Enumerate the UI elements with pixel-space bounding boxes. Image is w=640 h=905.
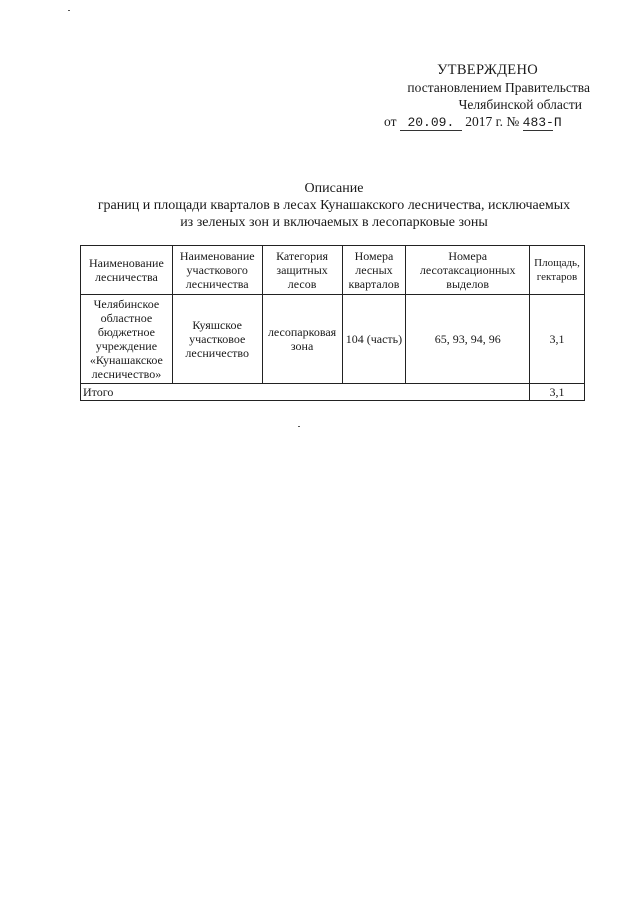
- from-label: от: [384, 114, 397, 129]
- scan-speck: [68, 10, 70, 11]
- cell-category: лесопарковая зона: [262, 295, 342, 384]
- table-total-row: [81, 384, 585, 401]
- table-header-row: [81, 246, 585, 295]
- approval-line-2: Челябинской области: [458, 97, 582, 112]
- heading-line-1: границ и площади кварталов в лесах Кунашакского лесничества, исключаемых: [97, 198, 571, 213]
- header-area: Площадь, гектаров: [530, 246, 585, 295]
- approval-number: 483-П: [522, 115, 562, 130]
- scan-speck: [298, 426, 300, 427]
- approval-line-1: постановлением Правительства: [407, 80, 590, 95]
- approval-title: УТВЕРЖДЕНО: [437, 62, 538, 78]
- cell-area: 3,1: [530, 295, 585, 384]
- header-district: Наименование участкового лесничества: [172, 246, 262, 295]
- header-category: Категория защитных лесов: [262, 246, 342, 295]
- cell-quarter: 104 (часть): [342, 295, 406, 384]
- table-row: [81, 295, 585, 384]
- header-forestry: Наименование лесничества: [81, 246, 173, 295]
- header-quarters: Номера лесных кварталов: [342, 246, 406, 295]
- forest-quarters-table: [80, 245, 585, 401]
- cell-allotments: 65, 93, 94, 96: [406, 295, 530, 384]
- heading-title: Описание: [304, 181, 364, 196]
- total-label: Итого: [81, 384, 530, 401]
- document-heading: [60, 180, 608, 231]
- approval-stamp: [370, 62, 590, 131]
- cell-district: Куяшское участковое лесничество: [172, 295, 262, 384]
- year-label: 2017 г. №: [465, 114, 520, 129]
- header-allotments: Номера лесотаксационных выделов: [406, 246, 530, 295]
- total-area: 3,1: [530, 384, 585, 401]
- approval-date-line: [370, 113, 590, 131]
- approval-date: 20.09.: [400, 116, 462, 131]
- cell-forestry: Челябинское областное бюджетное учреждение «Кунашакское лесничество»: [81, 295, 173, 384]
- heading-line-2: из зеленых зон и включаемых в лесопарковые зоны: [180, 215, 488, 230]
